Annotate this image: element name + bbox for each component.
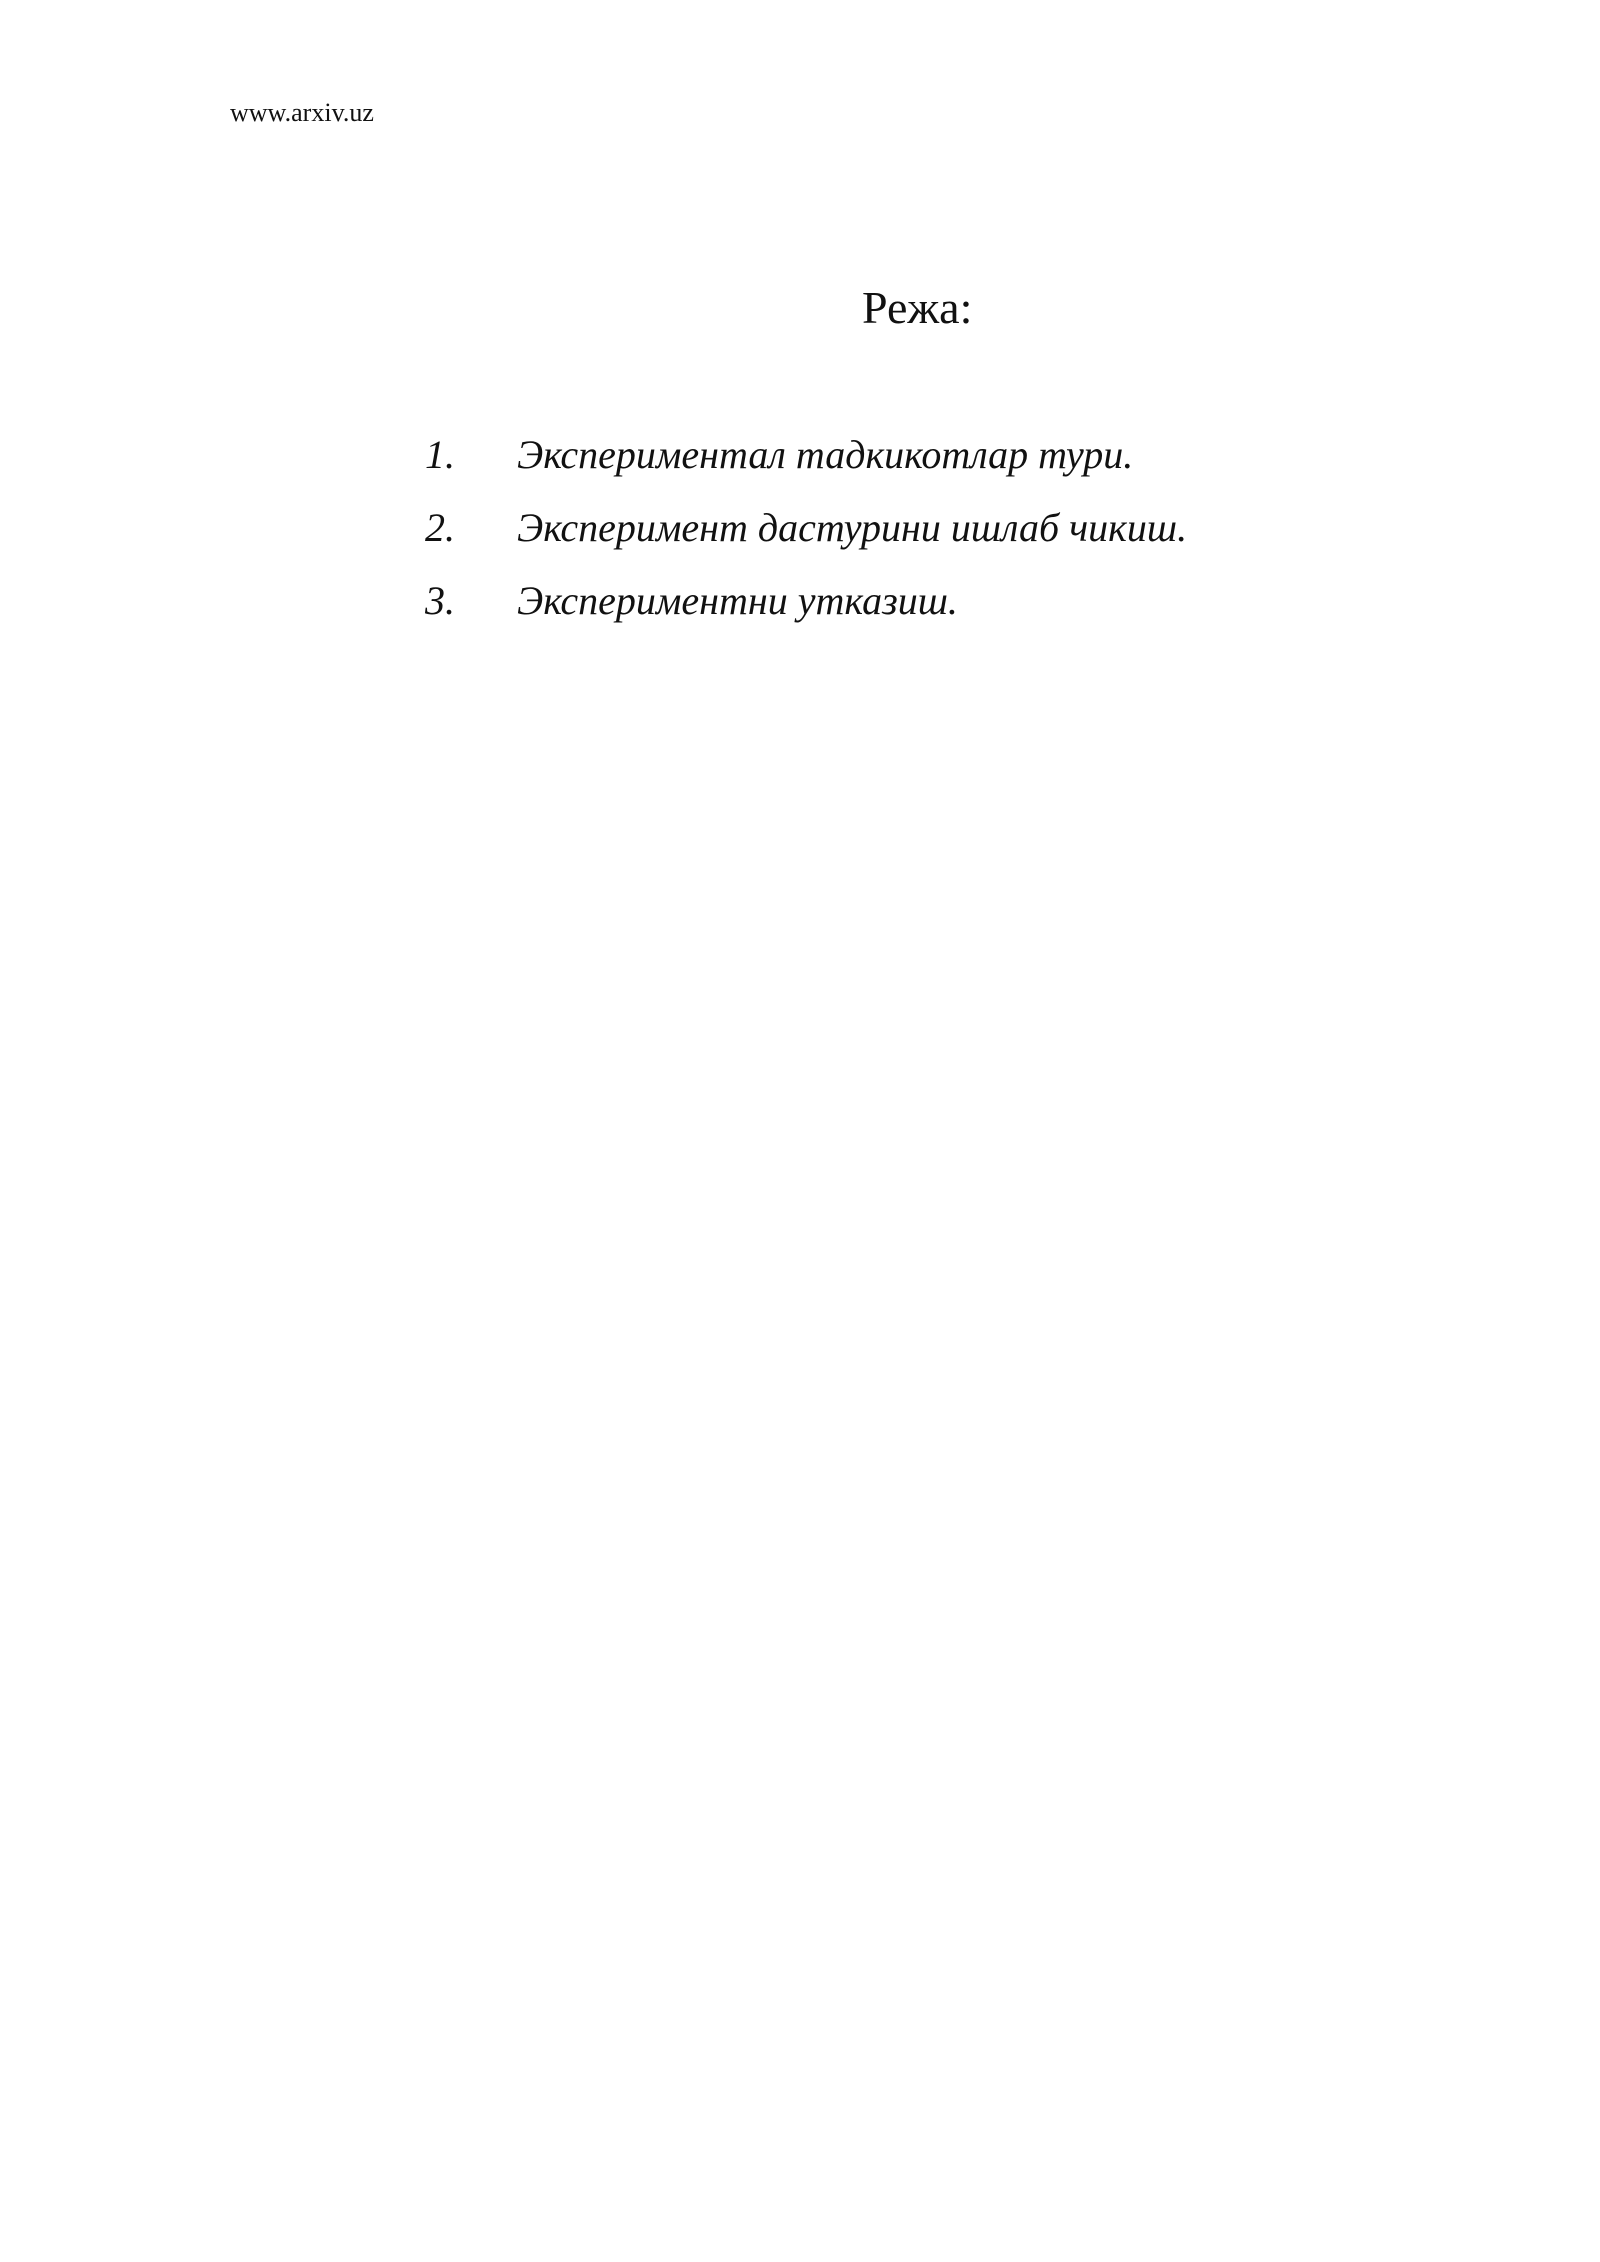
plan-item xyxy=(425,505,1188,581)
plan-title: Режа: xyxy=(862,282,973,333)
plan-list xyxy=(425,432,1188,654)
plan-item-number: 1. xyxy=(425,432,455,477)
plan-item-number: 2. xyxy=(425,505,455,550)
site-url: www.arxiv.uz xyxy=(230,98,374,127)
plan-item xyxy=(425,578,1187,654)
plan-item-text: Эксперимент дастурини ишлаб чикиш. xyxy=(517,505,1188,550)
plan-item-number: 3. xyxy=(425,578,455,623)
plan-item-text: Экспериментал тадкикотлар тури. xyxy=(517,432,1134,477)
plan-item-text: Экспериментни утказиш. xyxy=(517,578,958,623)
plan-item xyxy=(425,432,1187,508)
